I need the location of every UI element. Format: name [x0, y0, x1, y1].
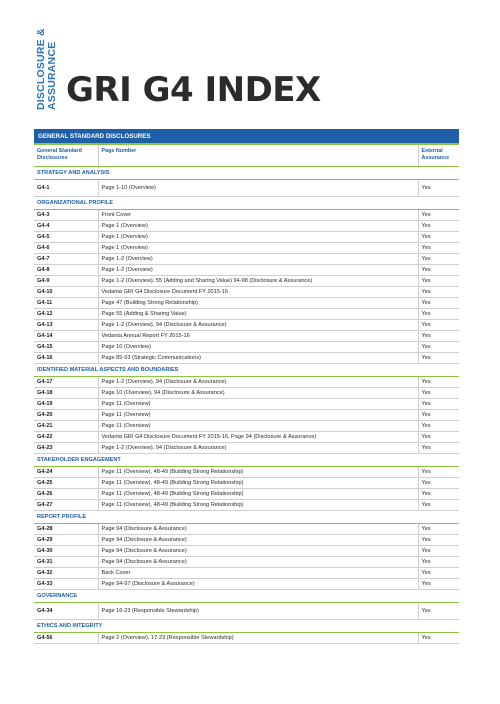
- external-assurance-cell: Yes: [418, 180, 459, 197]
- external-assurance-cell: Yes: [418, 421, 459, 432]
- page-number-cell: Page 16-23 (Responsible Stewardship): [98, 603, 418, 620]
- table-row: [34, 500, 459, 511]
- external-assurance-cell: Yes: [418, 232, 459, 243]
- disclosure-code-cell: G4-31: [34, 557, 98, 568]
- section-title: ETHICS AND INTEGRITY: [34, 620, 459, 633]
- page-number-cell: Vedanta GRI G4 Disclosure Document FY 2015-16: [98, 287, 418, 298]
- external-assurance-cell: Yes: [418, 388, 459, 399]
- table-row: [34, 221, 459, 232]
- table-row: [34, 467, 459, 478]
- disclosure-code-cell: G4-27: [34, 500, 98, 511]
- page-number-cell: Page 1 (Overview): [98, 243, 418, 254]
- page-number-cell: Page 94-97 (Disclosure & Assurance): [98, 579, 418, 590]
- table-row: [34, 377, 459, 388]
- column-header-external-assurance: External Assurance: [418, 144, 459, 167]
- page-number-cell: Page 1-10 (Overview): [98, 180, 418, 197]
- disclosure-code-cell: G4-12: [34, 309, 98, 320]
- disclosure-code-cell: G4-14: [34, 331, 98, 342]
- table-row: [34, 568, 459, 579]
- table-row: [34, 432, 459, 443]
- disclosure-code-cell: G4-26: [34, 489, 98, 500]
- disclosure-code-cell: G4-1: [34, 180, 98, 197]
- table-row: [34, 331, 459, 342]
- disclosure-code-cell: G4-9: [34, 276, 98, 287]
- external-assurance-cell: Yes: [418, 243, 459, 254]
- page-number-cell: Page 1 (Overview): [98, 232, 418, 243]
- table-row: [34, 298, 459, 309]
- section-side-label: [36, 22, 68, 110]
- disclosure-code-cell: G4-24: [34, 467, 98, 478]
- page-number-cell: Vedanta GRI G4 Disclosure Document FY 2015-16, Page 94 (Disclosure & Assurance): [98, 432, 418, 443]
- disclosure-code-cell: G4-32: [34, 568, 98, 579]
- gri-index-table-container: [34, 129, 459, 644]
- section-header-row: [34, 454, 459, 467]
- page-number-cell: Page 2 (Overview), 17-23 (Responsible Stewardship): [98, 633, 418, 644]
- disclosure-code-cell: G4-6: [34, 243, 98, 254]
- page-number-cell: Page 94 (Disclosure & Assurance): [98, 524, 418, 535]
- page-number-cell: Page 10 (Overview), 94 (Disclosure & Assurance): [98, 388, 418, 399]
- external-assurance-cell: Yes: [418, 254, 459, 265]
- table-row: [34, 232, 459, 243]
- column-header-page-number: Page Number: [98, 144, 418, 167]
- page-number-cell: Page 11 (Overview), 48-49 (Building Strong Relationship): [98, 467, 418, 478]
- external-assurance-cell: Yes: [418, 331, 459, 342]
- table-row: [34, 546, 459, 557]
- disclosure-code-cell: G4-34: [34, 603, 98, 620]
- table-row: [34, 603, 459, 620]
- table-row: [34, 254, 459, 265]
- external-assurance-cell: Yes: [418, 342, 459, 353]
- external-assurance-cell: Yes: [418, 353, 459, 364]
- page-number-cell: Vedanta Annual Report FY 2015-16: [98, 331, 418, 342]
- section-header-row: [34, 590, 459, 603]
- page-number-cell: Page 11 (Overview), 48-49 (Building Strong Relationship): [98, 478, 418, 489]
- page-number-cell: Page 10 (Overview): [98, 342, 418, 353]
- section-header-row: [34, 197, 459, 210]
- table-row: [34, 579, 459, 590]
- table-row: [34, 287, 459, 298]
- page-number-cell: Page 1-2 (Overview): [98, 265, 418, 276]
- disclosure-code-cell: G4-10: [34, 287, 98, 298]
- page-number-cell: Back Cover: [98, 568, 418, 579]
- disclosure-code-cell: G4-16: [34, 353, 98, 364]
- disclosure-code-cell: G4-17: [34, 377, 98, 388]
- disclosure-code-cell: G4-22: [34, 432, 98, 443]
- page-number-cell: Page 94 (Disclosure & Assurance): [98, 546, 418, 557]
- external-assurance-cell: Yes: [418, 546, 459, 557]
- disclosure-code-cell: G4-5: [34, 232, 98, 243]
- external-assurance-cell: Yes: [418, 568, 459, 579]
- external-assurance-cell: Yes: [418, 287, 459, 298]
- table-row: [34, 410, 459, 421]
- external-assurance-cell: Yes: [418, 557, 459, 568]
- page-number-cell: Front Cover: [98, 210, 418, 221]
- disclosure-code-cell: G4-20: [34, 410, 98, 421]
- section-title: REPORT PROFILE: [34, 511, 459, 524]
- external-assurance-cell: Yes: [418, 603, 459, 620]
- section-header-row: [34, 511, 459, 524]
- disclosure-code-cell: G4-25: [34, 478, 98, 489]
- table-band-title: GENERAL STANDARD DISCLOSURES: [34, 129, 459, 144]
- section-title: GOVERNANCE: [34, 590, 459, 603]
- table-row: [34, 489, 459, 500]
- disclosure-code-cell: G4-7: [34, 254, 98, 265]
- external-assurance-cell: Yes: [418, 276, 459, 287]
- page-number-cell: Page 47 (Building Strong Relationship): [98, 298, 418, 309]
- page-number-cell: Page 11 (Overview): [98, 421, 418, 432]
- external-assurance-cell: Yes: [418, 489, 459, 500]
- table-row: [34, 535, 459, 546]
- table-row: [34, 243, 459, 254]
- section-title: ORGANIZATIONAL PROFILE: [34, 197, 459, 210]
- table-row: [34, 276, 459, 287]
- external-assurance-cell: Yes: [418, 633, 459, 644]
- table-row: [34, 180, 459, 197]
- table-row: [34, 309, 459, 320]
- disclosure-code-cell: G4-30: [34, 546, 98, 557]
- page-number-cell: Page 1-2 (Overview), 55 (Adding and Sharing Value) 94-98 (Disclosure & Assurance): [98, 276, 418, 287]
- gri-index-table: [34, 129, 459, 644]
- external-assurance-cell: Yes: [418, 377, 459, 388]
- external-assurance-cell: Yes: [418, 210, 459, 221]
- page-number-cell: Page 11 (Overview): [98, 399, 418, 410]
- page-number-cell: Page 11 (Overview), 48-49 (Building Strong Relationship): [98, 500, 418, 511]
- disclosure-code-cell: G4-15: [34, 342, 98, 353]
- page-number-cell: Page 11 (Overview), 48-49 (Building Strong Relationship): [98, 489, 418, 500]
- disclosure-code-cell: G4-18: [34, 388, 98, 399]
- page-number-cell: Page 85-93 (Strategic Communications): [98, 353, 418, 364]
- external-assurance-cell: Yes: [418, 500, 459, 511]
- disclosure-code-cell: G4-33: [34, 579, 98, 590]
- page-number-cell: Page 94 (Disclosure & Assurance): [98, 535, 418, 546]
- external-assurance-cell: Yes: [418, 443, 459, 454]
- table-row: [34, 557, 459, 568]
- disclosure-code-cell: G4-4: [34, 221, 98, 232]
- disclosure-code-cell: G4-23: [34, 443, 98, 454]
- disclosure-code-cell: G4-19: [34, 399, 98, 410]
- external-assurance-cell: Yes: [418, 265, 459, 276]
- disclosure-code-cell: G4-13: [34, 320, 98, 331]
- table-row: [34, 353, 459, 364]
- table-row: [34, 342, 459, 353]
- external-assurance-cell: Yes: [418, 298, 459, 309]
- external-assurance-cell: Yes: [418, 399, 459, 410]
- external-assurance-cell: Yes: [418, 467, 459, 478]
- external-assurance-cell: Yes: [418, 535, 459, 546]
- section-title: STAKEHOLDER ENGAGEMENT: [34, 454, 459, 467]
- disclosure-code-cell: G4-21: [34, 421, 98, 432]
- section-title: STRATEGY AND ANALYSIS: [34, 167, 459, 180]
- disclosure-code-cell: G4-11: [34, 298, 98, 309]
- section-header-row: [34, 364, 459, 377]
- disclosure-code-cell: G4-28: [34, 524, 98, 535]
- table-row: [34, 421, 459, 432]
- disclosure-code-cell: G4-3: [34, 210, 98, 221]
- disclosure-code-cell: G4-29: [34, 535, 98, 546]
- table-row: [34, 388, 459, 399]
- external-assurance-cell: Yes: [418, 320, 459, 331]
- table-row: [34, 524, 459, 535]
- table-row: [34, 320, 459, 331]
- table-body: [34, 167, 459, 644]
- table-row: [34, 210, 459, 221]
- external-assurance-cell: Yes: [418, 309, 459, 320]
- external-assurance-cell: Yes: [418, 579, 459, 590]
- external-assurance-cell: Yes: [418, 432, 459, 443]
- section-header-row: [34, 620, 459, 633]
- page-number-cell: Page 55 (Adding & Sharing Value): [98, 309, 418, 320]
- disclosure-code-cell: G4-56: [34, 633, 98, 644]
- page-number-cell: Page 1-2 (Overview), 94 (Disclosure & Assurance): [98, 377, 418, 388]
- column-headers-row: [34, 144, 459, 167]
- page-title: GRI G4 INDEX: [66, 70, 321, 110]
- table-row: [34, 443, 459, 454]
- external-assurance-cell: Yes: [418, 478, 459, 489]
- table-row: [34, 633, 459, 644]
- page-number-cell: Page 1-2 (Overview): [98, 254, 418, 265]
- external-assurance-cell: Yes: [418, 410, 459, 421]
- page-number-cell: Page 1-2 (Overview), 94 (Disclosure & Assurance): [98, 320, 418, 331]
- page-number-cell: Page 1-2 (Overview), 94 (Disclosure & Assurance): [98, 443, 418, 454]
- table-row: [34, 399, 459, 410]
- section-title: IDENTIFIED MATERIAL ASPECTS AND BOUNDARIES: [34, 364, 459, 377]
- table-row: [34, 265, 459, 276]
- table-row: [34, 478, 459, 489]
- table-band-header: [34, 129, 459, 144]
- external-assurance-cell: Yes: [418, 524, 459, 535]
- external-assurance-cell: Yes: [418, 221, 459, 232]
- page-number-cell: Page 1 (Overview): [98, 221, 418, 232]
- page-number-cell: Page 94 (Disclosure & Assurance): [98, 557, 418, 568]
- section-header-row: [34, 167, 459, 180]
- column-header-disclosure: General Standard Disclosures: [34, 144, 98, 167]
- disclosure-code-cell: G4-8: [34, 265, 98, 276]
- side-label-text: DISCLOSURE & ASSURANCE: [35, 28, 58, 110]
- page-number-cell: Page 11 (Overview): [98, 410, 418, 421]
